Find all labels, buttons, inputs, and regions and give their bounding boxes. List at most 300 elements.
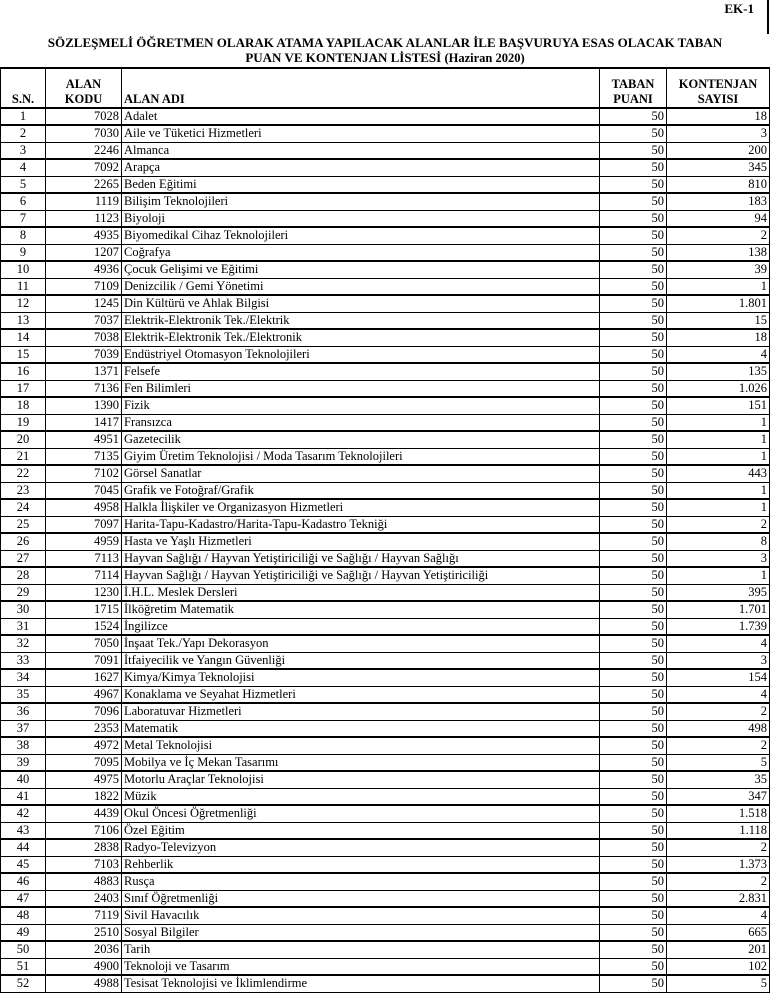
row-name: Rusça xyxy=(122,873,600,890)
table-row xyxy=(1,516,770,533)
row-code: 7114 xyxy=(46,567,122,584)
row-taban-puan: 50 xyxy=(600,108,667,125)
row-taban-puan: 50 xyxy=(600,295,667,312)
row-name: Halkla İlişkiler ve Organizasyon Hizmetleri xyxy=(122,499,600,516)
row-sn: 49 xyxy=(1,924,46,941)
row-name: İlköğretim Matematik xyxy=(122,601,600,618)
row-sn: 6 xyxy=(1,193,46,210)
table-row xyxy=(1,601,770,618)
row-sn: 17 xyxy=(1,380,46,397)
row-kontenjan: 395 xyxy=(667,584,770,601)
table-row xyxy=(1,227,770,244)
table-row xyxy=(1,244,770,261)
row-sn: 15 xyxy=(1,346,46,363)
row-kontenjan: 1.701 xyxy=(667,601,770,618)
row-code: 1230 xyxy=(46,584,122,601)
table-row xyxy=(1,448,770,465)
row-taban-puan: 50 xyxy=(600,975,667,992)
table-row xyxy=(1,788,770,805)
table-row xyxy=(1,958,770,975)
row-name: Felsefe xyxy=(122,363,600,380)
row-name: Endüstriyel Otomasyon Teknolojileri xyxy=(122,346,600,363)
row-code: 4900 xyxy=(46,958,122,975)
row-name: Matematik xyxy=(122,720,600,737)
row-taban-puan: 50 xyxy=(600,465,667,482)
row-taban-puan: 50 xyxy=(600,533,667,550)
row-code: 2353 xyxy=(46,720,122,737)
row-name: Gazetecilik xyxy=(122,431,600,448)
table-row xyxy=(1,890,770,907)
table-row xyxy=(1,635,770,652)
row-name: Müzik xyxy=(122,788,600,805)
row-taban-puan: 50 xyxy=(600,805,667,822)
table-row xyxy=(1,907,770,924)
row-code: 1627 xyxy=(46,669,122,686)
row-kontenjan: 2 xyxy=(667,737,770,754)
row-taban-puan: 50 xyxy=(600,856,667,873)
row-sn: 42 xyxy=(1,805,46,822)
title-list-name: PUAN VE KONTENJAN LİSTESİ xyxy=(245,50,442,65)
row-kontenjan: 2 xyxy=(667,227,770,244)
row-sn: 43 xyxy=(1,822,46,839)
row-code: 4967 xyxy=(46,686,122,703)
title-date: (Haziran 2020) xyxy=(444,51,525,65)
row-taban-puan: 50 xyxy=(600,397,667,414)
row-name: Denizcilik / Gemi Yönetimi xyxy=(122,278,600,295)
row-sn: 44 xyxy=(1,839,46,856)
table-row xyxy=(1,159,770,176)
row-kontenjan: 138 xyxy=(667,244,770,261)
row-name: Bilişim Teknolojileri xyxy=(122,193,600,210)
document-title xyxy=(0,35,770,66)
row-taban-puan: 50 xyxy=(600,703,667,720)
row-name: Elektrik-Elektronik Tek./Elektrik xyxy=(122,312,600,329)
row-taban-puan: 50 xyxy=(600,686,667,703)
row-sn: 36 xyxy=(1,703,46,720)
row-kontenjan: 2.831 xyxy=(667,890,770,907)
row-name: Özel Eğitim xyxy=(122,822,600,839)
row-kontenjan: 3 xyxy=(667,550,770,567)
row-sn: 25 xyxy=(1,516,46,533)
row-kontenjan: 39 xyxy=(667,261,770,278)
row-taban-puan: 50 xyxy=(600,482,667,499)
row-code: 7096 xyxy=(46,703,122,720)
row-sn: 50 xyxy=(1,941,46,958)
table-row xyxy=(1,856,770,873)
row-taban-puan: 50 xyxy=(600,873,667,890)
row-kontenjan: 4 xyxy=(667,346,770,363)
row-kontenjan: 665 xyxy=(667,924,770,941)
row-sn: 39 xyxy=(1,754,46,771)
row-kontenjan: 347 xyxy=(667,788,770,805)
row-name: Tesisat Teknolojisi ve İklimlendirme xyxy=(122,975,600,992)
table-row xyxy=(1,703,770,720)
row-code: 2265 xyxy=(46,176,122,193)
col-header-code: ALAN KODU xyxy=(46,68,122,108)
row-name: Harita-Tapu-Kadastro/Harita-Tapu-Kadastro Tekniği xyxy=(122,516,600,533)
row-sn: 52 xyxy=(1,975,46,992)
row-name: Motorlu Araçlar Teknolojisi xyxy=(122,771,600,788)
row-kontenjan: 183 xyxy=(667,193,770,210)
row-taban-puan: 50 xyxy=(600,193,667,210)
row-name: Din Kültürü ve Ahlak Bilgisi xyxy=(122,295,600,312)
row-code: 4935 xyxy=(46,227,122,244)
row-taban-puan: 50 xyxy=(600,584,667,601)
row-taban-puan: 50 xyxy=(600,890,667,907)
row-taban-puan: 50 xyxy=(600,176,667,193)
row-kontenjan: 345 xyxy=(667,159,770,176)
row-sn: 4 xyxy=(1,159,46,176)
row-sn: 45 xyxy=(1,856,46,873)
quota-table xyxy=(0,67,770,993)
row-kontenjan: 135 xyxy=(667,363,770,380)
row-taban-puan: 50 xyxy=(600,924,667,941)
row-sn: 28 xyxy=(1,567,46,584)
header-row xyxy=(1,68,770,108)
row-taban-puan: 50 xyxy=(600,652,667,669)
row-sn: 23 xyxy=(1,482,46,499)
row-code: 7038 xyxy=(46,329,122,346)
row-kontenjan: 94 xyxy=(667,210,770,227)
row-code: 1245 xyxy=(46,295,122,312)
row-name: Sınıf Öğretmenliği xyxy=(122,890,600,907)
row-taban-puan: 50 xyxy=(600,941,667,958)
row-name: Sivil Havacılık xyxy=(122,907,600,924)
row-name: Fizik xyxy=(122,397,600,414)
row-name: Arapça xyxy=(122,159,600,176)
row-sn: 18 xyxy=(1,397,46,414)
row-taban-puan: 50 xyxy=(600,788,667,805)
table-row xyxy=(1,737,770,754)
row-name: Biyoloji xyxy=(122,210,600,227)
row-sn: 9 xyxy=(1,244,46,261)
table-row xyxy=(1,975,770,992)
row-code: 4975 xyxy=(46,771,122,788)
row-name: Adalet xyxy=(122,108,600,125)
row-taban-puan: 50 xyxy=(600,839,667,856)
table-row xyxy=(1,176,770,193)
row-name: İnşaat Tek./Yapı Dekorasyon xyxy=(122,635,600,652)
table-row xyxy=(1,465,770,482)
row-name: İtfaiyecilik ve Yangın Güvenliği xyxy=(122,652,600,669)
row-name: Coğrafya xyxy=(122,244,600,261)
row-taban-puan: 50 xyxy=(600,516,667,533)
row-kontenjan: 810 xyxy=(667,176,770,193)
table-row xyxy=(1,499,770,516)
row-sn: 21 xyxy=(1,448,46,465)
row-taban-puan: 50 xyxy=(600,635,667,652)
row-code: 7045 xyxy=(46,482,122,499)
row-code: 4936 xyxy=(46,261,122,278)
row-sn: 12 xyxy=(1,295,46,312)
table-row xyxy=(1,431,770,448)
row-code: 2403 xyxy=(46,890,122,907)
row-sn: 16 xyxy=(1,363,46,380)
row-kontenjan: 2 xyxy=(667,516,770,533)
row-code: 1715 xyxy=(46,601,122,618)
row-code: 2036 xyxy=(46,941,122,958)
row-sn: 10 xyxy=(1,261,46,278)
row-name: Hayvan Sağlığı / Hayvan Yetiştiriciliği ve Sağlığı / Hayvan Sağlığı xyxy=(122,550,600,567)
table-row xyxy=(1,380,770,397)
row-sn: 29 xyxy=(1,584,46,601)
row-name: Hasta ve Yaşlı Hizmetleri xyxy=(122,533,600,550)
row-code: 7039 xyxy=(46,346,122,363)
row-kontenjan: 1 xyxy=(667,414,770,431)
row-kontenjan: 15 xyxy=(667,312,770,329)
table-row xyxy=(1,771,770,788)
row-name: Laboratuvar Hizmetleri xyxy=(122,703,600,720)
row-sn: 37 xyxy=(1,720,46,737)
row-name: Mobilya ve İç Mekan Tasarımı xyxy=(122,754,600,771)
row-sn: 14 xyxy=(1,329,46,346)
row-kontenjan: 1.373 xyxy=(667,856,770,873)
row-name: Biyomedikal Cihaz Teknolojileri xyxy=(122,227,600,244)
table-row xyxy=(1,652,770,669)
table-row xyxy=(1,839,770,856)
row-name: Fransızca xyxy=(122,414,600,431)
row-code: 7119 xyxy=(46,907,122,924)
row-taban-puan: 50 xyxy=(600,958,667,975)
table-row xyxy=(1,584,770,601)
row-code: 7109 xyxy=(46,278,122,295)
row-sn: 27 xyxy=(1,550,46,567)
row-name: Aile ve Tüketici Hizmetleri xyxy=(122,125,600,142)
row-taban-puan: 50 xyxy=(600,499,667,516)
row-taban-puan: 50 xyxy=(600,567,667,584)
row-name: Tarih xyxy=(122,941,600,958)
table-row xyxy=(1,567,770,584)
row-name: Hayvan Sağlığı / Hayvan Yetiştiriciliği ve Sağlığı / Hayvan Yetiştiriciliği xyxy=(122,567,600,584)
row-kontenjan: 151 xyxy=(667,397,770,414)
table-row xyxy=(1,329,770,346)
row-kontenjan: 1 xyxy=(667,278,770,295)
row-sn: 26 xyxy=(1,533,46,550)
col-header-name: ALAN ADI xyxy=(122,68,600,108)
row-taban-puan: 50 xyxy=(600,601,667,618)
row-sn: 22 xyxy=(1,465,46,482)
row-code: 7050 xyxy=(46,635,122,652)
row-code: 4951 xyxy=(46,431,122,448)
row-code: 1524 xyxy=(46,618,122,635)
row-taban-puan: 50 xyxy=(600,550,667,567)
row-code: 4988 xyxy=(46,975,122,992)
row-sn: 30 xyxy=(1,601,46,618)
row-code: 1822 xyxy=(46,788,122,805)
row-code: 4439 xyxy=(46,805,122,822)
row-taban-puan: 50 xyxy=(600,380,667,397)
row-code: 4972 xyxy=(46,737,122,754)
row-code: 7091 xyxy=(46,652,122,669)
row-name: Teknoloji ve Tasarım xyxy=(122,958,600,975)
row-taban-puan: 50 xyxy=(600,210,667,227)
row-kontenjan: 154 xyxy=(667,669,770,686)
row-taban-puan: 50 xyxy=(600,754,667,771)
row-name: Giyim Üretim Teknolojisi / Moda Tasarım Teknolojileri xyxy=(122,448,600,465)
row-kontenjan: 8 xyxy=(667,533,770,550)
row-kontenjan: 1.518 xyxy=(667,805,770,822)
title-line-2 xyxy=(0,50,770,66)
row-taban-puan: 50 xyxy=(600,312,667,329)
row-sn: 35 xyxy=(1,686,46,703)
table-row xyxy=(1,363,770,380)
table-row xyxy=(1,108,770,125)
row-kontenjan: 2 xyxy=(667,703,770,720)
row-sn: 32 xyxy=(1,635,46,652)
row-sn: 47 xyxy=(1,890,46,907)
row-taban-puan: 50 xyxy=(600,822,667,839)
row-kontenjan: 4 xyxy=(667,686,770,703)
row-kontenjan: 18 xyxy=(667,108,770,125)
row-taban-puan: 50 xyxy=(600,346,667,363)
row-name: İ.H.L. Meslek Dersleri xyxy=(122,584,600,601)
row-name: Metal Teknolojisi xyxy=(122,737,600,754)
row-taban-puan: 50 xyxy=(600,278,667,295)
row-taban-puan: 50 xyxy=(600,669,667,686)
row-code: 7028 xyxy=(46,108,122,125)
table-row xyxy=(1,210,770,227)
row-name: Konaklama ve Seyahat Hizmetleri xyxy=(122,686,600,703)
table-row xyxy=(1,618,770,635)
row-sn: 46 xyxy=(1,873,46,890)
table-row xyxy=(1,142,770,159)
row-sn: 5 xyxy=(1,176,46,193)
row-code: 4958 xyxy=(46,499,122,516)
row-code: 1371 xyxy=(46,363,122,380)
row-code: 1207 xyxy=(46,244,122,261)
row-taban-puan: 50 xyxy=(600,142,667,159)
row-name: Görsel Sanatlar xyxy=(122,465,600,482)
row-code: 7095 xyxy=(46,754,122,771)
table-row xyxy=(1,533,770,550)
row-sn: 34 xyxy=(1,669,46,686)
row-code: 1390 xyxy=(46,397,122,414)
row-taban-puan: 50 xyxy=(600,227,667,244)
row-code: 1119 xyxy=(46,193,122,210)
row-sn: 7 xyxy=(1,210,46,227)
row-name: Elektrik-Elektronik Tek./Elektronik xyxy=(122,329,600,346)
row-sn: 41 xyxy=(1,788,46,805)
row-name: Sosyal Bilgiler xyxy=(122,924,600,941)
row-kontenjan: 5 xyxy=(667,754,770,771)
title-line-1: SÖZLEŞMELİ ÖĞRETMEN OLARAK ATAMA YAPILACAK ALANLAR İLE BAŞVURUYA ESAS OLACAK TABAN xyxy=(47,35,723,50)
row-kontenjan: 4 xyxy=(667,635,770,652)
row-kontenjan: 35 xyxy=(667,771,770,788)
table-row xyxy=(1,720,770,737)
row-code: 7136 xyxy=(46,380,122,397)
table-row xyxy=(1,686,770,703)
row-code: 2838 xyxy=(46,839,122,856)
row-kontenjan: 18 xyxy=(667,329,770,346)
row-taban-puan: 50 xyxy=(600,618,667,635)
row-kontenjan: 201 xyxy=(667,941,770,958)
row-taban-puan: 50 xyxy=(600,261,667,278)
table-row xyxy=(1,669,770,686)
row-code: 2246 xyxy=(46,142,122,159)
row-kontenjan: 3 xyxy=(667,652,770,669)
row-code: 4959 xyxy=(46,533,122,550)
row-name: Okul Öncesi Öğretmenliği xyxy=(122,805,600,822)
row-sn: 3 xyxy=(1,142,46,159)
row-code: 7097 xyxy=(46,516,122,533)
row-name: Radyo-Televizyon xyxy=(122,839,600,856)
row-sn: 51 xyxy=(1,958,46,975)
col-header-kontenjan: KONTENJAN SAYISI xyxy=(667,68,770,108)
row-kontenjan: 2 xyxy=(667,873,770,890)
row-name: Almanca xyxy=(122,142,600,159)
row-code: 7106 xyxy=(46,822,122,839)
row-taban-puan: 50 xyxy=(600,329,667,346)
row-name: Beden Eğitimi xyxy=(122,176,600,193)
row-sn: 8 xyxy=(1,227,46,244)
row-sn: 31 xyxy=(1,618,46,635)
table-row xyxy=(1,924,770,941)
row-sn: 2 xyxy=(1,125,46,142)
row-code: 7113 xyxy=(46,550,122,567)
row-kontenjan: 1.118 xyxy=(667,822,770,839)
row-taban-puan: 50 xyxy=(600,771,667,788)
table-row xyxy=(1,193,770,210)
row-name: İngilizce xyxy=(122,618,600,635)
row-taban-puan: 50 xyxy=(600,431,667,448)
row-code: 1417 xyxy=(46,414,122,431)
row-kontenjan: 1 xyxy=(667,567,770,584)
table-row xyxy=(1,482,770,499)
row-sn: 11 xyxy=(1,278,46,295)
table-row xyxy=(1,805,770,822)
row-sn: 40 xyxy=(1,771,46,788)
row-sn: 20 xyxy=(1,431,46,448)
row-code: 7037 xyxy=(46,312,122,329)
row-taban-puan: 50 xyxy=(600,244,667,261)
row-taban-puan: 50 xyxy=(600,125,667,142)
row-name: Rehberlik xyxy=(122,856,600,873)
row-name: Fen Bilimleri xyxy=(122,380,600,397)
row-kontenjan: 1.801 xyxy=(667,295,770,312)
row-taban-puan: 50 xyxy=(600,907,667,924)
table-row xyxy=(1,754,770,771)
row-taban-puan: 50 xyxy=(600,737,667,754)
table-row xyxy=(1,941,770,958)
row-taban-puan: 50 xyxy=(600,448,667,465)
table-row xyxy=(1,346,770,363)
row-sn: 33 xyxy=(1,652,46,669)
row-code: 4883 xyxy=(46,873,122,890)
row-sn: 19 xyxy=(1,414,46,431)
table-row xyxy=(1,312,770,329)
row-kontenjan: 1 xyxy=(667,448,770,465)
row-taban-puan: 50 xyxy=(600,720,667,737)
table-row xyxy=(1,261,770,278)
row-sn: 13 xyxy=(1,312,46,329)
row-sn: 1 xyxy=(1,108,46,125)
row-kontenjan: 1.026 xyxy=(667,380,770,397)
row-name: Çocuk Gelişimi ve Eğitimi xyxy=(122,261,600,278)
row-kontenjan: 1 xyxy=(667,482,770,499)
row-code: 7030 xyxy=(46,125,122,142)
row-name: Grafik ve Fotoğraf/Grafik xyxy=(122,482,600,499)
row-code: 7102 xyxy=(46,465,122,482)
row-code: 2510 xyxy=(46,924,122,941)
row-name: Kimya/Kimya Teknolojisi xyxy=(122,669,600,686)
row-kontenjan: 1 xyxy=(667,499,770,516)
row-code: 1123 xyxy=(46,210,122,227)
frame-right-edge xyxy=(767,0,769,34)
table-row xyxy=(1,278,770,295)
row-kontenjan: 1 xyxy=(667,431,770,448)
row-code: 7135 xyxy=(46,448,122,465)
row-kontenjan: 2 xyxy=(667,839,770,856)
